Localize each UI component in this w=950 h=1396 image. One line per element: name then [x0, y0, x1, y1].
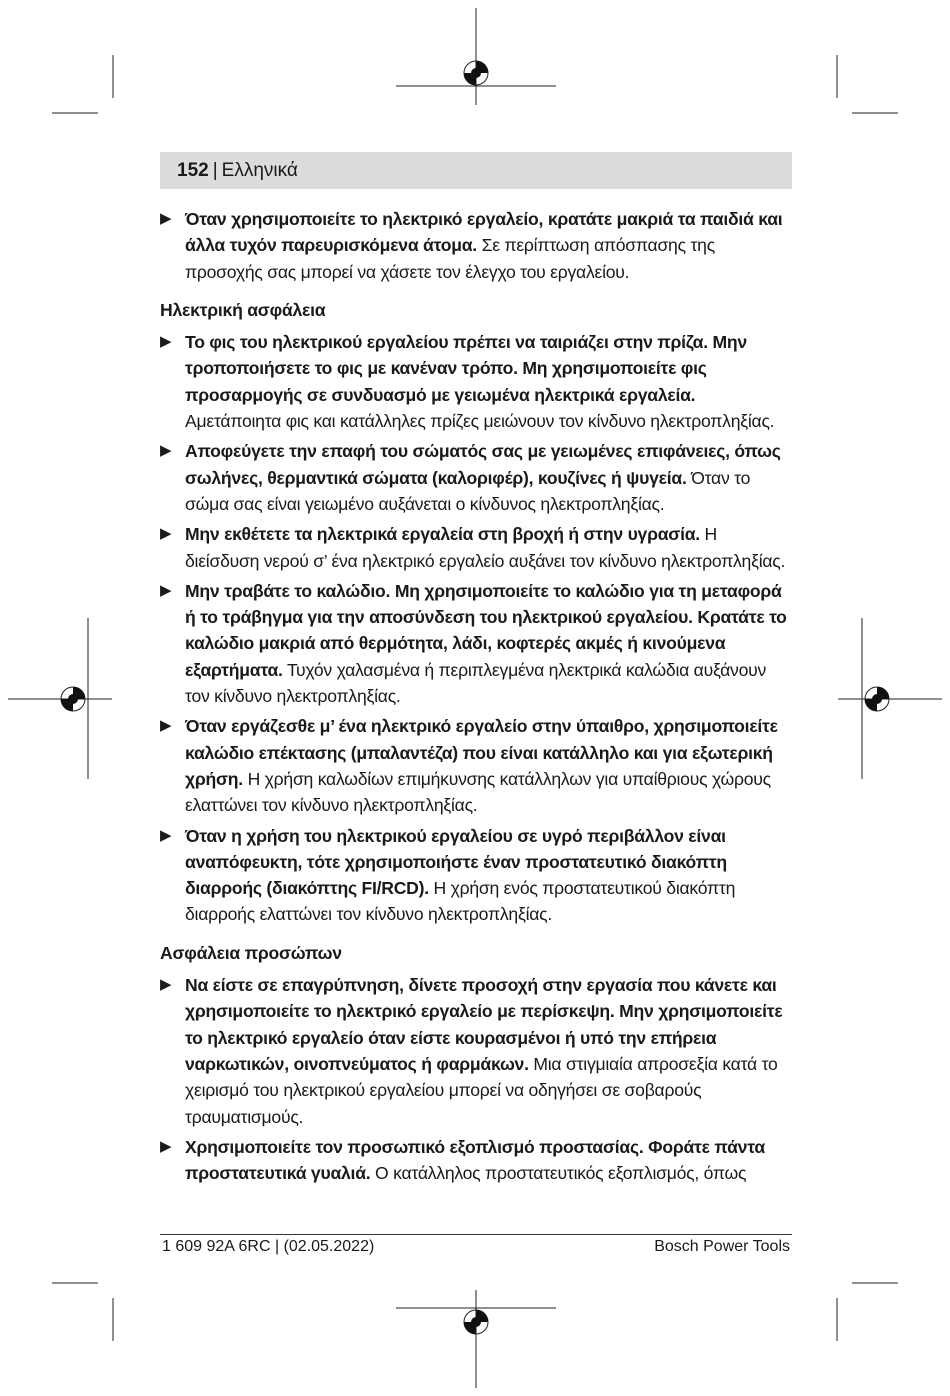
- main-content: [160, 206, 792, 1190]
- item-text: Αμετάποιητα φις και κατάλληλες πρίζες μειώνουν τον κίνδυνο ηλεκτροπληξίας.: [185, 411, 775, 432]
- language-label: Ελληνικά: [221, 159, 298, 181]
- list-item: [160, 823, 792, 928]
- item-text: Τυχόν χαλασμένα ή περιπλεγμένα ηλεκτρικά καλώδια αυξάνουν τον κίνδυνο ηλεκτροπληξίας.: [185, 659, 767, 707]
- list-item: [160, 438, 792, 517]
- list-item: [160, 578, 792, 709]
- item-bold-text: Αποφεύγετε την επαφή του σώματός σας με γειωμένες επιφάνειες, όπως σωλήνες, θερμαντικά σώματα (καλοριφέρ), κουζίνες ή ψυγεία.: [185, 441, 781, 488]
- bullet-triangle-icon: ▶: [160, 525, 172, 543]
- footer-brand: Bosch Power Tools: [654, 1238, 790, 1255]
- header-separator: |: [212, 159, 218, 181]
- list-item: [160, 329, 792, 434]
- item-bold-text: Να είστε σε επαγρύπνηση, δίνετε προσοχή στην εργασία που κάνετε και χρησιμοποιείτε το ηλεκτρικό εργαλείο με περίσκεψη. Μην χρησιμοποιείτε το ηλεκτρικό εργαλείο όταν είστε κουρασμένοι ή υπό την επήρεια ναρκωτικών, οινοπνεύματος ή φαρμάκων.: [185, 975, 783, 1074]
- item-text: Η χρήση καλωδίων επιμήκυνσης κατάλληλων για υπαίθριους χώρους ελαττώνει τον κίνδυνο ηλεκτροπληξίας.: [185, 768, 771, 816]
- item-bold-text: Μην εκθέτετε τα ηλεκτρικά εργαλεία στη βροχή ή στην υγρασία.: [185, 524, 700, 545]
- item-bold-text: Όταν εργάζεσθε μ’ ένα ηλεκτρικό εργαλείο στην ύπαιθρο, χρησιμοποιείτε καλώδιο επέκτασης (μπαλαντέζα) που είναι κατάλληλο και για εξωτερική χρήση.: [185, 716, 778, 789]
- bullet-triangle-icon: ▶: [160, 333, 172, 351]
- bullet-triangle-icon: ▶: [160, 210, 172, 227]
- item-text: Όταν το σώμα σας είναι γειωμένο αυξάνεται ο κίνδυνος ηλεκτροπληξίας.: [185, 467, 751, 514]
- item-bold-text: Όταν η χρήση του ηλεκτρικού εργαλείου σε υγρό περιβάλλον είναι αναπόφευκτη, τότε χρησιμοποιήστε έναν προστατευτικό διακόπτη διαρροής (διακόπτης FI/RCD).: [185, 825, 727, 899]
- bullet-triangle-icon: ▶: [160, 581, 172, 599]
- bullet-triangle-icon: ▶: [160, 826, 172, 844]
- bullet-triangle-icon: ▶: [160, 442, 172, 460]
- section-heading-electrical: Ηλεκτρική ασφάλεια: [160, 299, 326, 320]
- page-number: 152: [177, 159, 209, 181]
- item-text: Μια στιγμιαία απροσεξία κατά το χειρισμό του ηλεκτρικού εργαλείου μπορεί να οδηγήσει σε σοβαρούς τραυματισμούς.: [185, 1053, 778, 1127]
- list-item: [160, 1134, 792, 1187]
- bullet-triangle-icon: ▶: [160, 976, 172, 994]
- page-header: [160, 152, 792, 189]
- item-bold-text: Χρησιμοποιείτε τον προσωπικό εξοπλισμό προστασίας. Φοράτε πάντα προστατευτικά γυαλιά.: [185, 1136, 765, 1184]
- footer-divider: [160, 1234, 792, 1235]
- list-item: [160, 972, 792, 1130]
- item-text: Ο κατάλληλος προστατευτικός εξοπλισμός, όπως: [370, 1163, 747, 1184]
- item-text: Η διείσδυση νερού σ’ ένα ηλεκτρικό εργαλείο αυξάνει τον κίνδυνο ηλεκτροπληξίας.: [185, 524, 786, 571]
- bullet-triangle-icon: ▶: [160, 1137, 172, 1155]
- list-item: [160, 713, 792, 818]
- list-item: [160, 206, 792, 285]
- item-bold-text: Το φις του ηλεκτρικού εργαλείου πρέπει να ταιριάζει στην πρίζα. Μην τροποποιήσετε το φις με κανέναν τρόπο. Μη χρησιμοποιείτε φις προσαρμογής σε συνδυασμό με γειωμένα ηλεκτρικά εργαλεία.: [185, 332, 747, 405]
- footer-doc-id: 1 609 92A 6RC | (02.05.2022): [162, 1238, 375, 1255]
- list-item: [160, 521, 792, 574]
- item-text: Σε περίπτωση απόσπασης της προσοχής σας μπορεί να χάσετε τον έλεγχο του εργαλείου.: [185, 235, 715, 282]
- item-bold-text: Μην τραβάτε το καλώδιο. Μη χρησιμοποιείτε το καλώδιο για τη μεταφορά ή το τράβηγμα για την αποσύνδεση του ηλεκτρικού εργαλείου. Κρατάτε το καλώδιο μακριά από θερμότητα, λάδι, κοφτερές ακμές ή κινούμενα εξαρτήματα.: [185, 580, 787, 680]
- item-bold-text: Όταν χρησιμοποιείτε το ηλεκτρικό εργαλείο, κρατάτε μακριά τα παιδιά και άλλα τυχόν παρευρισκόμενα άτομα.: [185, 209, 783, 256]
- section-heading-personal: Ασφάλεια προσώπων: [160, 942, 342, 963]
- item-text: Η χρήση ενός προστατευτικού διακόπτη διαρροής ελαττώνει τον κίνδυνο ηλεκτροπληξίας.: [185, 878, 736, 925]
- bullet-triangle-icon: ▶: [160, 717, 172, 735]
